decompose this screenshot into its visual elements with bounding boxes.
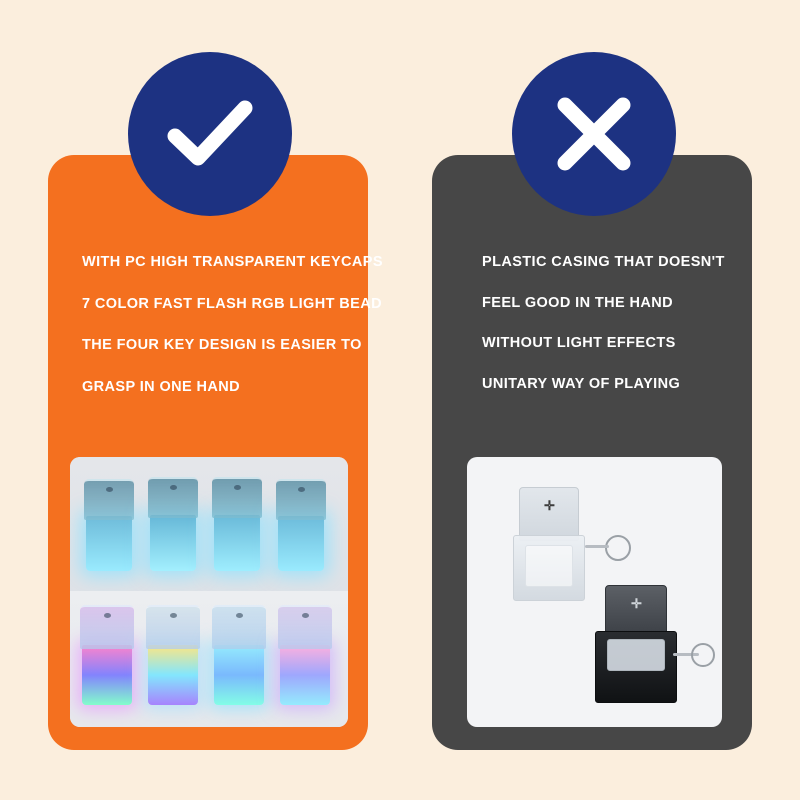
- keycap-rainbow: [80, 605, 134, 705]
- keycap-rainbow: [278, 605, 332, 705]
- keycap-blue: [84, 479, 134, 571]
- keycap-blue: [276, 479, 326, 571]
- con-feature-line: UNITARY WAY OF PLAYING: [482, 375, 681, 392]
- pro-feature-list: [82, 254, 383, 421]
- keycap-rainbow: [146, 605, 200, 705]
- keycap-rainbow: [212, 605, 266, 705]
- con-badge: [512, 52, 676, 216]
- cross-icon: [555, 95, 633, 173]
- pro-card: [48, 155, 383, 750]
- pro-feature-line: GRASP IN ONE HAND: [82, 378, 240, 395]
- con-feature-line: PLASTIC CASING THAT DOESN'T: [482, 254, 725, 270]
- checkmark-icon: [167, 98, 253, 170]
- photo-bottom-half: [70, 591, 348, 727]
- pro-feature-line: THE FOUR KEY DESIGN IS EASIER TO: [82, 337, 362, 353]
- keycap-blue: [212, 477, 262, 571]
- pro-feature-line: 7 COLOR FAST FLASH RGB LIGHT BEAD: [82, 295, 382, 312]
- con-feature-line: WITHOUT LIGHT EFFECTS: [482, 335, 676, 351]
- black-switch-keychain: ✛: [587, 585, 683, 707]
- rgb-keycaps-photo: [70, 457, 348, 727]
- con-feature-list: [482, 255, 730, 417]
- chain-link: [585, 545, 609, 548]
- pro-feature-line: WITH PC HIGH TRANSPARENT KEYCAPS: [82, 254, 383, 270]
- keycap-blue: [148, 477, 198, 571]
- keyring-icon: [691, 643, 715, 667]
- keyring-icon: [605, 535, 631, 561]
- plain-switch-keychain-photo: [467, 457, 722, 727]
- clear-switch-keychain: ✛: [505, 487, 591, 605]
- pro-badge: [128, 52, 292, 216]
- con-feature-line: FEEL GOOD IN THE HAND: [482, 294, 674, 311]
- photo-top-half: [70, 457, 348, 591]
- con-card: [432, 155, 752, 750]
